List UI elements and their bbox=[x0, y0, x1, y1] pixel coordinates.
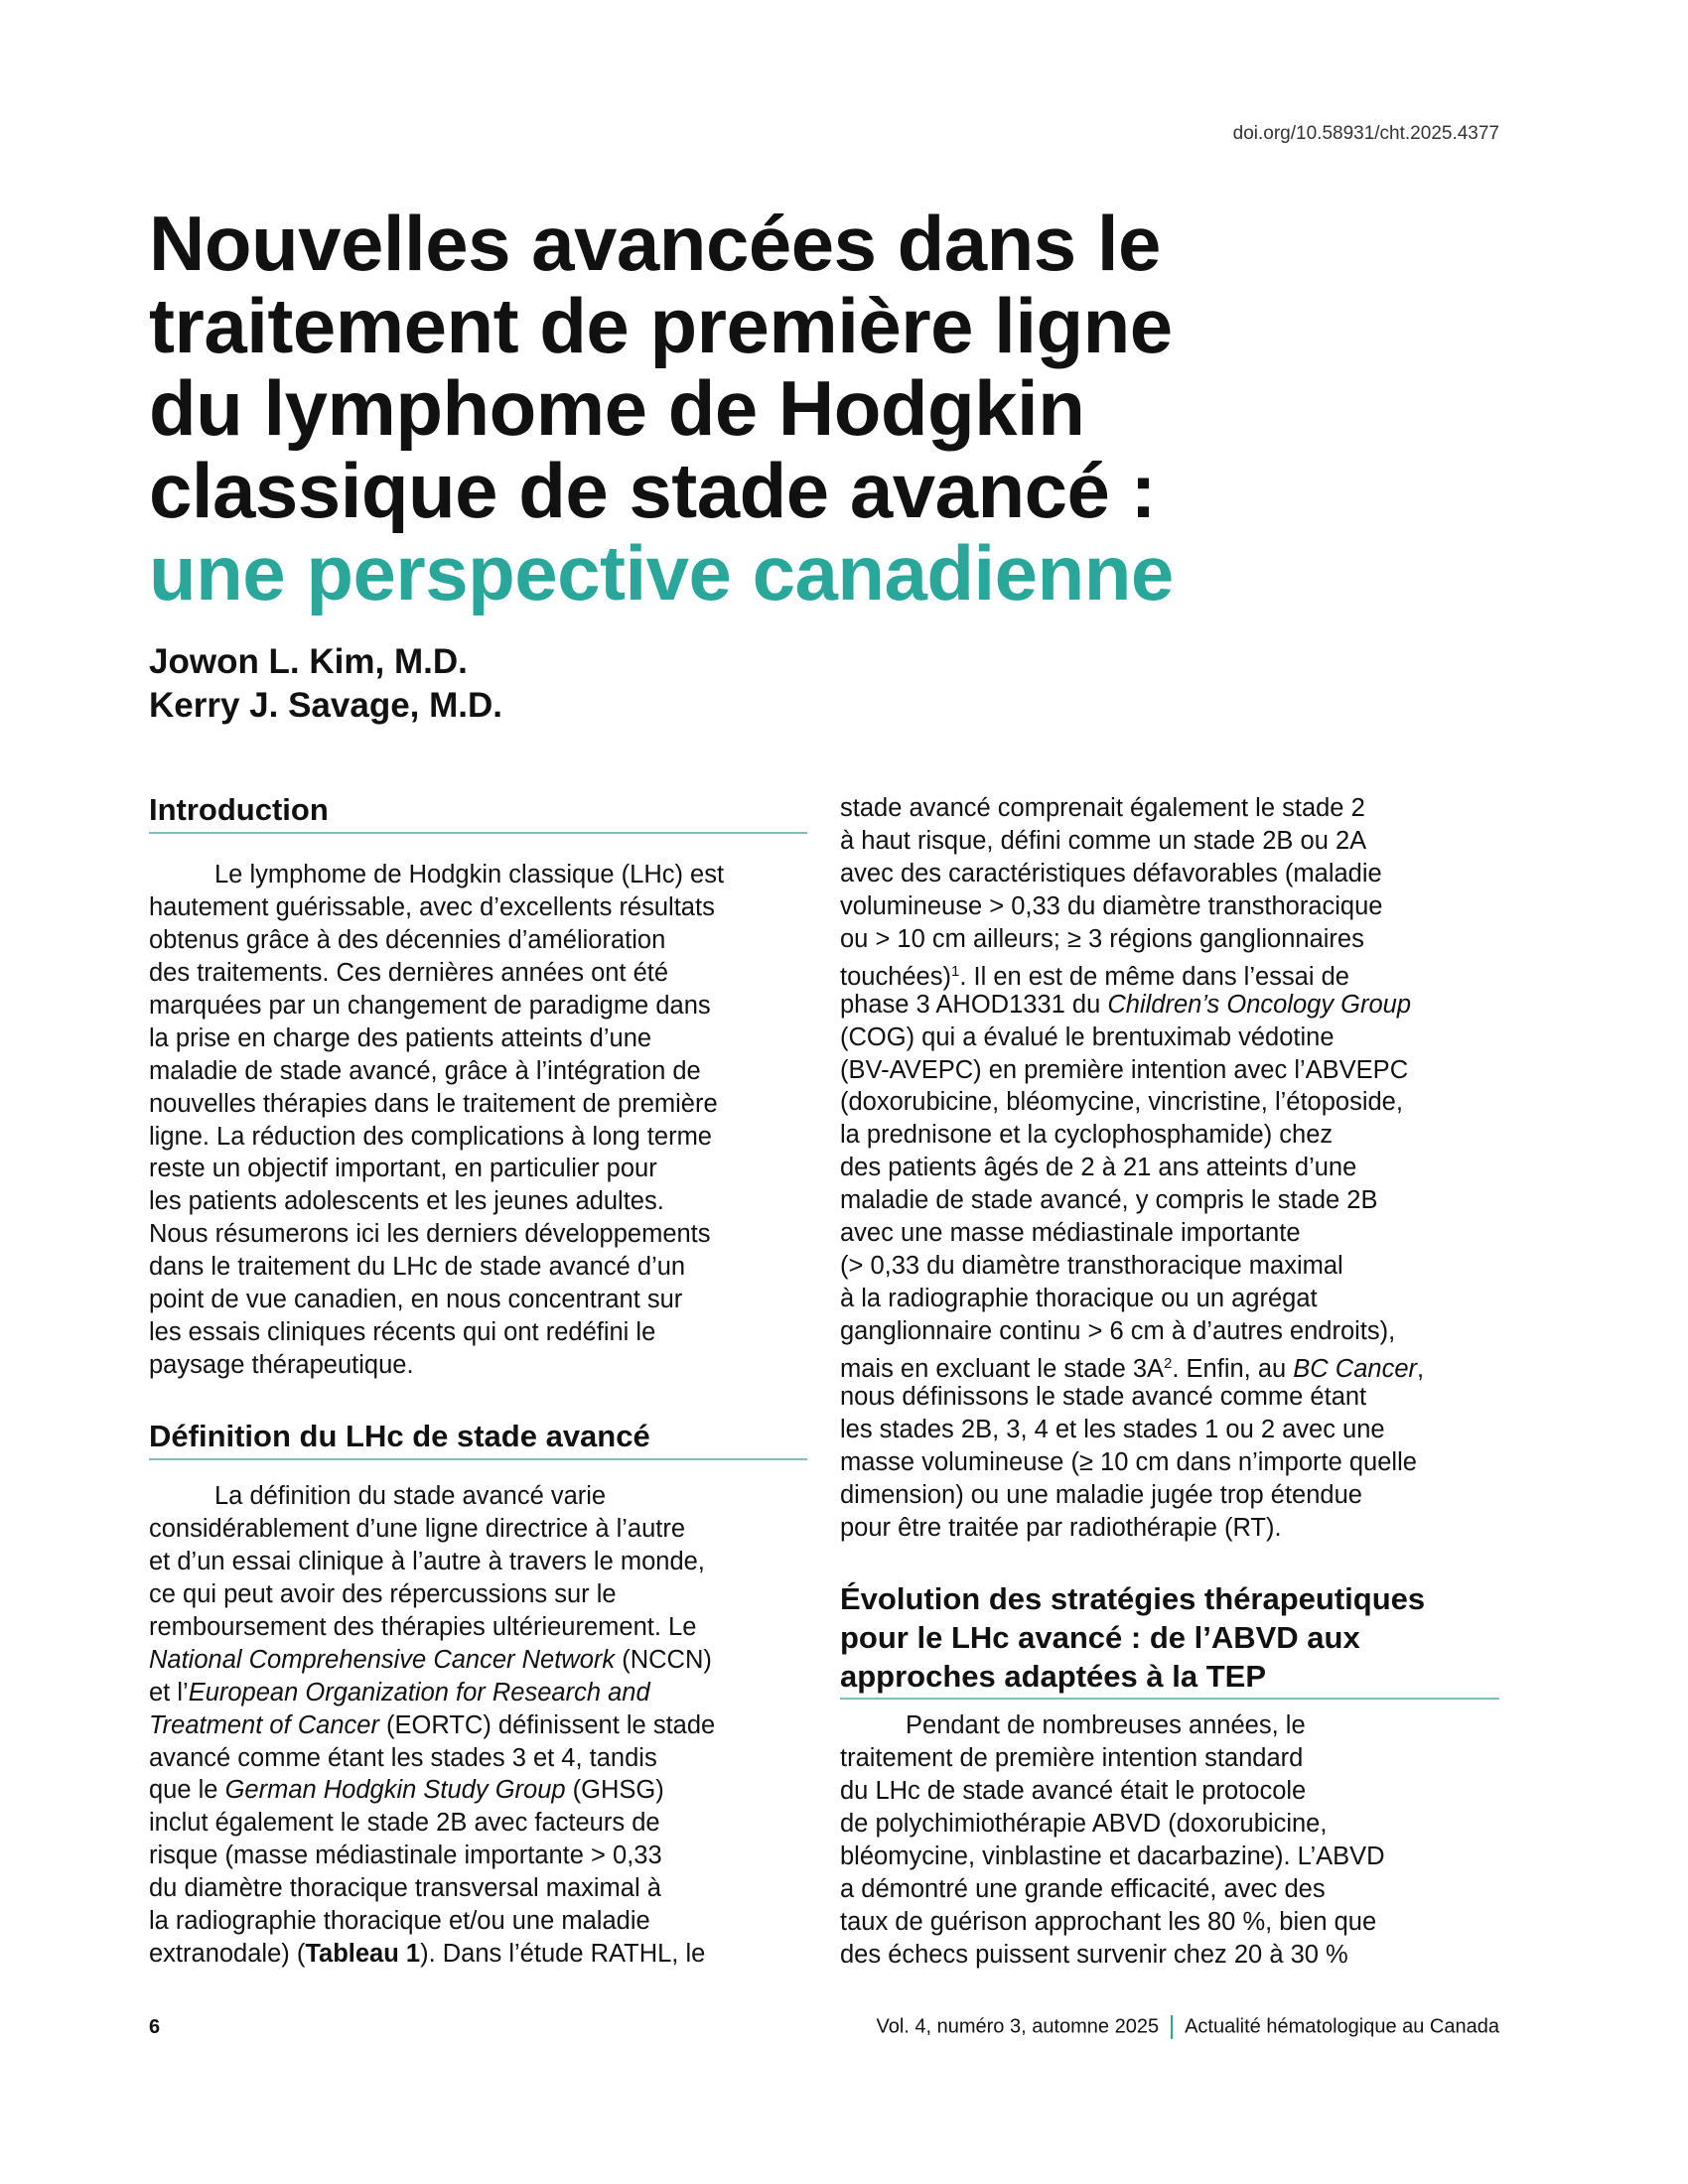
text-line bbox=[149, 1742, 715, 1775]
text-line bbox=[840, 1315, 1424, 1348]
text-line bbox=[840, 1250, 1424, 1283]
text-segment: masse volumineuse (≥ 10 cm dans n’importe quelle bbox=[840, 1447, 1417, 1476]
journal-name: Actualité hématologique au Canada bbox=[1185, 2015, 1499, 2038]
text-line bbox=[840, 1054, 1424, 1087]
paragraph-evolution bbox=[840, 1709, 1385, 1972]
text-line bbox=[840, 1939, 1385, 1972]
text-segment: remboursement des thérapies ultérieurement. Le bbox=[149, 1612, 697, 1641]
text-segment: point de vue canadien, en nous concentrant sur bbox=[149, 1286, 683, 1314]
page-number: 6 bbox=[149, 2015, 161, 2038]
text-segment: (GHSG) bbox=[565, 1776, 664, 1805]
text-segment: Nous résumerons ici les derniers développements bbox=[149, 1220, 711, 1249]
text-line bbox=[149, 1840, 715, 1872]
text-segment: que le bbox=[149, 1776, 225, 1805]
text-line bbox=[149, 1480, 715, 1513]
text-segment: risque (masse médiastinale importante > 0,33 bbox=[149, 1842, 662, 1870]
text-segment: ). Dans l’étude RATHL, le bbox=[420, 1940, 706, 1969]
text-segment: (BV-AVEPC) en première intention avec l’ABVEPC bbox=[840, 1055, 1409, 1084]
text-line bbox=[840, 825, 1424, 858]
text-line bbox=[840, 1414, 1424, 1446]
text-segment: , bbox=[1417, 1354, 1425, 1383]
text-segment: obtenus grâce à des décennies d’amélioration bbox=[149, 925, 666, 954]
author: Jowon L. Kim, M.D. bbox=[149, 642, 468, 681]
text-line bbox=[149, 1774, 715, 1807]
text-line bbox=[840, 1446, 1424, 1479]
text-line bbox=[149, 1611, 715, 1644]
text-line bbox=[840, 1086, 1424, 1119]
text-line bbox=[149, 1055, 724, 1088]
italic-text: National Comprehensive Cancer Network bbox=[149, 1645, 616, 1674]
section-divider bbox=[149, 832, 807, 834]
text-line bbox=[840, 1808, 1385, 1841]
bold-reference: Tableau 1 bbox=[305, 1940, 421, 1969]
superscript-reference: 2 bbox=[1164, 1354, 1173, 1372]
text-line bbox=[149, 1153, 724, 1185]
text-segment: mais en excluant le stade 3A bbox=[840, 1354, 1165, 1383]
text-line bbox=[149, 1807, 715, 1840]
text-segment: nouvelles thérapies dans le traitement de première bbox=[149, 1089, 718, 1118]
section-divider bbox=[840, 1698, 1499, 1700]
article-subtitle: une perspective canadienne bbox=[149, 529, 1174, 616]
text-segment: ou > 10 cm ailleurs; ≥ 3 régions ganglionnaires bbox=[840, 924, 1364, 953]
section-heading-evolution bbox=[840, 1579, 1425, 1696]
footer-citation bbox=[876, 2015, 1499, 2039]
text-line bbox=[149, 1251, 724, 1284]
text-line bbox=[840, 1906, 1385, 1939]
title-line: Nouvelles avancées dans le bbox=[149, 200, 1161, 287]
text-segment: (NCCN) bbox=[615, 1645, 712, 1674]
text-segment: extranodale) ( bbox=[149, 1940, 306, 1969]
text-line bbox=[149, 1218, 724, 1251]
text-segment: . Il en est de même dans l’essai de bbox=[959, 962, 1349, 991]
text-line bbox=[149, 1121, 724, 1154]
text-line bbox=[149, 1709, 715, 1742]
text-segment: stade avancé comprenait également le stade 2 bbox=[840, 794, 1365, 822]
section-heading-definition: Définition du LHc de stade avancé bbox=[149, 1419, 650, 1453]
text-segment: avec des caractéristiques défavorables (maladie bbox=[840, 859, 1382, 887]
text-line bbox=[149, 859, 724, 891]
text-segment: des échecs puissent survenir chez 20 à 30 % bbox=[840, 1940, 1348, 1969]
text-line bbox=[149, 1905, 715, 1938]
title-line: du lymphome de Hodgkin bbox=[149, 364, 1085, 452]
text-segment: du diamètre thoracique transversal maximal à bbox=[149, 1874, 661, 1903]
text-segment: ce qui peut avoir des répercussions sur le bbox=[149, 1579, 617, 1608]
heading-line: pour le LHc avancé : de l’ABVD aux bbox=[840, 1620, 1360, 1655]
text-segment: pour être traitée par radiothérapie (RT). bbox=[840, 1513, 1282, 1542]
text-segment: à haut risque, défini comme un stade 2B ou 2A bbox=[840, 826, 1367, 855]
text-line bbox=[149, 1644, 715, 1677]
text-line bbox=[149, 891, 724, 924]
text-segment: la radiographie thoracique et/ou une maladie bbox=[149, 1907, 650, 1936]
text-segment: du LHc de stade avancé était le protocole bbox=[840, 1776, 1307, 1805]
text-segment: dans le traitement du LHc de stade avancé d’un bbox=[149, 1253, 686, 1282]
section-divider bbox=[149, 1458, 807, 1460]
text-line bbox=[149, 1316, 724, 1349]
text-line bbox=[840, 1283, 1424, 1315]
text-segment: (EORTC) définissent le stade bbox=[378, 1710, 716, 1739]
text-line bbox=[149, 1578, 715, 1611]
text-segment: ganglionnaire continu > 6 cm à d’autres endroits), bbox=[840, 1317, 1396, 1345]
text-line bbox=[149, 957, 724, 990]
title-line: traitement de première ligne bbox=[149, 282, 1173, 369]
text-line bbox=[149, 1938, 715, 1971]
text-segment: inclut également le stade 2B avec facteurs de bbox=[149, 1809, 660, 1838]
text-segment: reste un objectif important, en particulier pour bbox=[149, 1155, 657, 1183]
text-line bbox=[840, 1873, 1385, 1906]
text-line bbox=[840, 1152, 1424, 1184]
text-line bbox=[149, 1546, 715, 1578]
text-segment: maladie de stade avancé, y compris le stade 2B bbox=[840, 1186, 1378, 1215]
title-line: classique de stade avancé : bbox=[149, 447, 1157, 534]
text-segment: phase 3 AHOD1331 du bbox=[840, 990, 1108, 1019]
text-segment: des patients âgés de 2 à 21 ans atteints d’une bbox=[840, 1154, 1357, 1182]
italic-text: BC Cancer bbox=[1293, 1354, 1418, 1383]
text-line bbox=[149, 924, 724, 957]
text-line bbox=[840, 989, 1424, 1022]
article-title bbox=[149, 200, 1174, 616]
text-segment: . Enfin, au bbox=[1172, 1354, 1294, 1383]
text-line bbox=[840, 1709, 1385, 1742]
text-line bbox=[840, 1217, 1424, 1250]
text-segment: les essais cliniques récents qui ont redéfini le bbox=[149, 1318, 656, 1347]
text-line bbox=[840, 792, 1424, 825]
text-line bbox=[840, 858, 1424, 890]
text-line bbox=[840, 1841, 1385, 1873]
text-segment: la prise en charge des patients atteints d’une bbox=[149, 1024, 652, 1052]
paragraph-introduction bbox=[149, 859, 724, 1382]
text-segment: des traitements. Ces dernières années ont été bbox=[149, 958, 669, 987]
text-segment: a démontré une grande efficacité, avec des bbox=[840, 1874, 1326, 1903]
text-line bbox=[149, 1185, 724, 1218]
text-line bbox=[149, 1088, 724, 1121]
text-line bbox=[149, 1677, 715, 1709]
text-line bbox=[840, 956, 1424, 989]
text-line bbox=[149, 1023, 724, 1055]
italic-text: Treatment of Cancer bbox=[149, 1710, 379, 1739]
text-line bbox=[149, 990, 724, 1023]
text-segment: La définition du stade avancé varie bbox=[214, 1482, 607, 1510]
paragraph-definition bbox=[149, 1480, 715, 1971]
text-line bbox=[840, 1119, 1424, 1152]
text-line bbox=[840, 1479, 1424, 1512]
text-segment: nous définissons le stade avancé comme étant bbox=[840, 1382, 1367, 1411]
italic-text: German Hodgkin Study Group bbox=[224, 1776, 566, 1805]
text-segment: les stades 2B, 3, 4 et les stades 1 ou 2 avec une bbox=[840, 1415, 1385, 1443]
text-line bbox=[840, 890, 1424, 923]
text-segment: de polychimiothérapie ABVD (doxorubicine, bbox=[840, 1809, 1328, 1838]
text-segment: avancé comme étant les stades 3 et 4, tandis bbox=[149, 1743, 657, 1772]
text-segment: maladie de stade avancé, grâce à l’intégration de bbox=[149, 1056, 701, 1085]
text-segment: volumineuse > 0,33 du diamètre transthoracique bbox=[840, 891, 1383, 920]
text-segment: taux de guérison approchant les 80 %, bien que bbox=[840, 1907, 1377, 1936]
text-line bbox=[840, 1512, 1424, 1545]
author-list bbox=[149, 640, 502, 728]
text-segment: touchées) bbox=[840, 962, 951, 991]
text-segment: dimension) ou une maladie jugée trop étendue bbox=[840, 1480, 1362, 1509]
issue-info: Vol. 4, numéro 3, automne 2025 bbox=[876, 2015, 1160, 2038]
text-segment: bléomycine, vinblastine et dacarbazine). L’ABVD bbox=[840, 1842, 1385, 1870]
heading-line: approches adaptées à la TEP bbox=[840, 1659, 1267, 1694]
text-line bbox=[840, 1184, 1424, 1217]
text-line bbox=[149, 1349, 724, 1382]
text-line bbox=[840, 1381, 1424, 1414]
italic-text: European Organization for Research and bbox=[188, 1678, 650, 1706]
text-line bbox=[840, 1022, 1424, 1054]
text-segment: marquées par un changement de paradigme dans bbox=[149, 991, 711, 1020]
text-line bbox=[149, 1872, 715, 1905]
text-segment: la prednisone et la cyclophosphamide) chez bbox=[840, 1121, 1334, 1150]
text-segment: et l’ bbox=[149, 1678, 189, 1706]
text-segment: à la radiographie thoracique ou un agrégat bbox=[840, 1285, 1318, 1313]
text-line bbox=[149, 1513, 715, 1546]
text-segment: paysage thérapeutique. bbox=[149, 1351, 414, 1380]
text-line bbox=[840, 1742, 1385, 1775]
paragraph-definition-continued bbox=[840, 792, 1424, 1545]
text-line bbox=[840, 1775, 1385, 1808]
text-segment: traitement de première intention standard bbox=[840, 1743, 1304, 1772]
text-segment: et d’un essai clinique à l’autre à travers le monde, bbox=[149, 1547, 705, 1575]
footer-separator bbox=[1171, 2015, 1173, 2039]
author: Kerry J. Savage, M.D. bbox=[149, 686, 502, 725]
doi-link[interactable]: doi.org/10.58931/cht.2025.4377 bbox=[1232, 123, 1499, 144]
text-segment: les patients adolescents et les jeunes adultes. bbox=[149, 1187, 664, 1216]
italic-text: Children’s Oncology Group bbox=[1107, 990, 1412, 1019]
text-line bbox=[840, 1348, 1424, 1381]
text-segment: ligne. La réduction des complications à long terme bbox=[149, 1122, 712, 1151]
section-heading-introduction: Introduction bbox=[149, 792, 329, 827]
text-segment: (> 0,33 du diamètre transthoracique maximal bbox=[840, 1252, 1343, 1281]
heading-line: Évolution des stratégies thérapeutiques bbox=[840, 1581, 1426, 1616]
text-line bbox=[149, 1284, 724, 1316]
text-segment: (COG) qui a évalué le brentuximab védotine bbox=[840, 1023, 1335, 1051]
superscript-reference: 1 bbox=[951, 962, 960, 980]
text-segment: hautement guérissable, avec d’excellents résultats bbox=[149, 892, 715, 921]
page-footer bbox=[149, 2015, 1499, 2039]
text-segment: Le lymphome de Hodgkin classique (LHc) est bbox=[214, 861, 725, 888]
text-line bbox=[840, 923, 1424, 956]
text-segment: considérablement d’une ligne directrice à l’autre bbox=[149, 1514, 686, 1543]
text-segment: Pendant de nombreuses années, le bbox=[906, 1711, 1306, 1739]
text-segment: (doxorubicine, bléomycine, vincristine, l’étoposide, bbox=[840, 1088, 1403, 1117]
text-segment: avec une masse médiastinale importante bbox=[840, 1219, 1301, 1248]
